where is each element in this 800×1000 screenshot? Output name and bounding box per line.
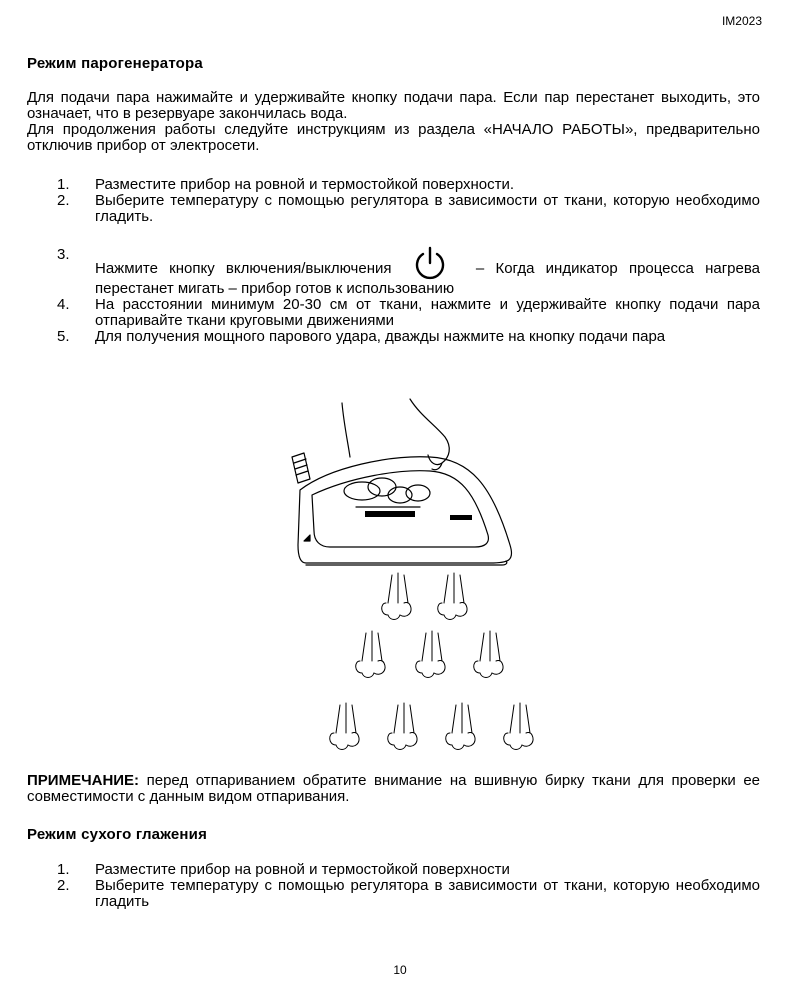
steam-mode-intro — [27, 90, 760, 154]
iron-steam-illustration — [270, 395, 570, 755]
model-code: IM2023 — [721, 14, 762, 28]
hand-line — [410, 399, 449, 465]
steam-steps-list — [57, 177, 760, 345]
power-icon — [413, 247, 447, 281]
steam-mode-title: Режим парогенератора — [27, 55, 203, 72]
list-item: 2. Выберите температуру с помощью регулятора в зависимости от ткани, которую необходимо гладить. — [57, 192, 760, 225]
list-item: 2. Выберите температуру с помощью регулятора в зависимости от ткани, которую необходимо гладить — [57, 877, 760, 910]
note — [27, 773, 760, 805]
iron-dial — [365, 511, 415, 517]
list-item: 4. На расстоянии минимум 20-30 см от ткани, нажмите и удерживайте кнопку подачи пара отпаривайте ткани круговыми движениями — [57, 296, 760, 329]
page-number: 10 — [393, 963, 407, 977]
note-text: перед отпариванием обратите внимание на вшивную бирку ткани для проверки ее совместимости с данным видом отпаривания. — [27, 772, 761, 805]
list-item: 1. Разместите прибор на ровной и термостойкой поверхности. — [57, 176, 515, 193]
hand-line — [342, 403, 350, 457]
steam-puffs — [330, 573, 533, 750]
list-item: 5. Для получения мощного парового удара, дважды нажмите на кнопку подачи пара — [57, 328, 666, 345]
note-label: ПРИМЕЧАНИЕ: — [27, 772, 140, 789]
dry-steps-list — [57, 862, 760, 910]
dry-mode-title: Режим сухого глажения — [27, 826, 208, 843]
intro-paragraph-1: Для подачи пара нажимайте и удерживайте кнопку подачи пара. Если пар перестанет выходить, это означает, что в резервуаре закончилась вода. — [27, 89, 760, 122]
list-item: 1. Разместите прибор на ровной и термостойкой поверхности — [57, 861, 510, 878]
list-item: 3. Нажмите кнопку включения/выключения – Когда индикатор процесса нагрева перестанет мигать – прибор готов к использованию — [57, 246, 760, 297]
intro-paragraph-2: Для продолжения работы следуйте инструкциям из раздела «НАЧАЛО РАБОТЫ», предварительно отключив прибор от электросети. — [27, 121, 760, 154]
